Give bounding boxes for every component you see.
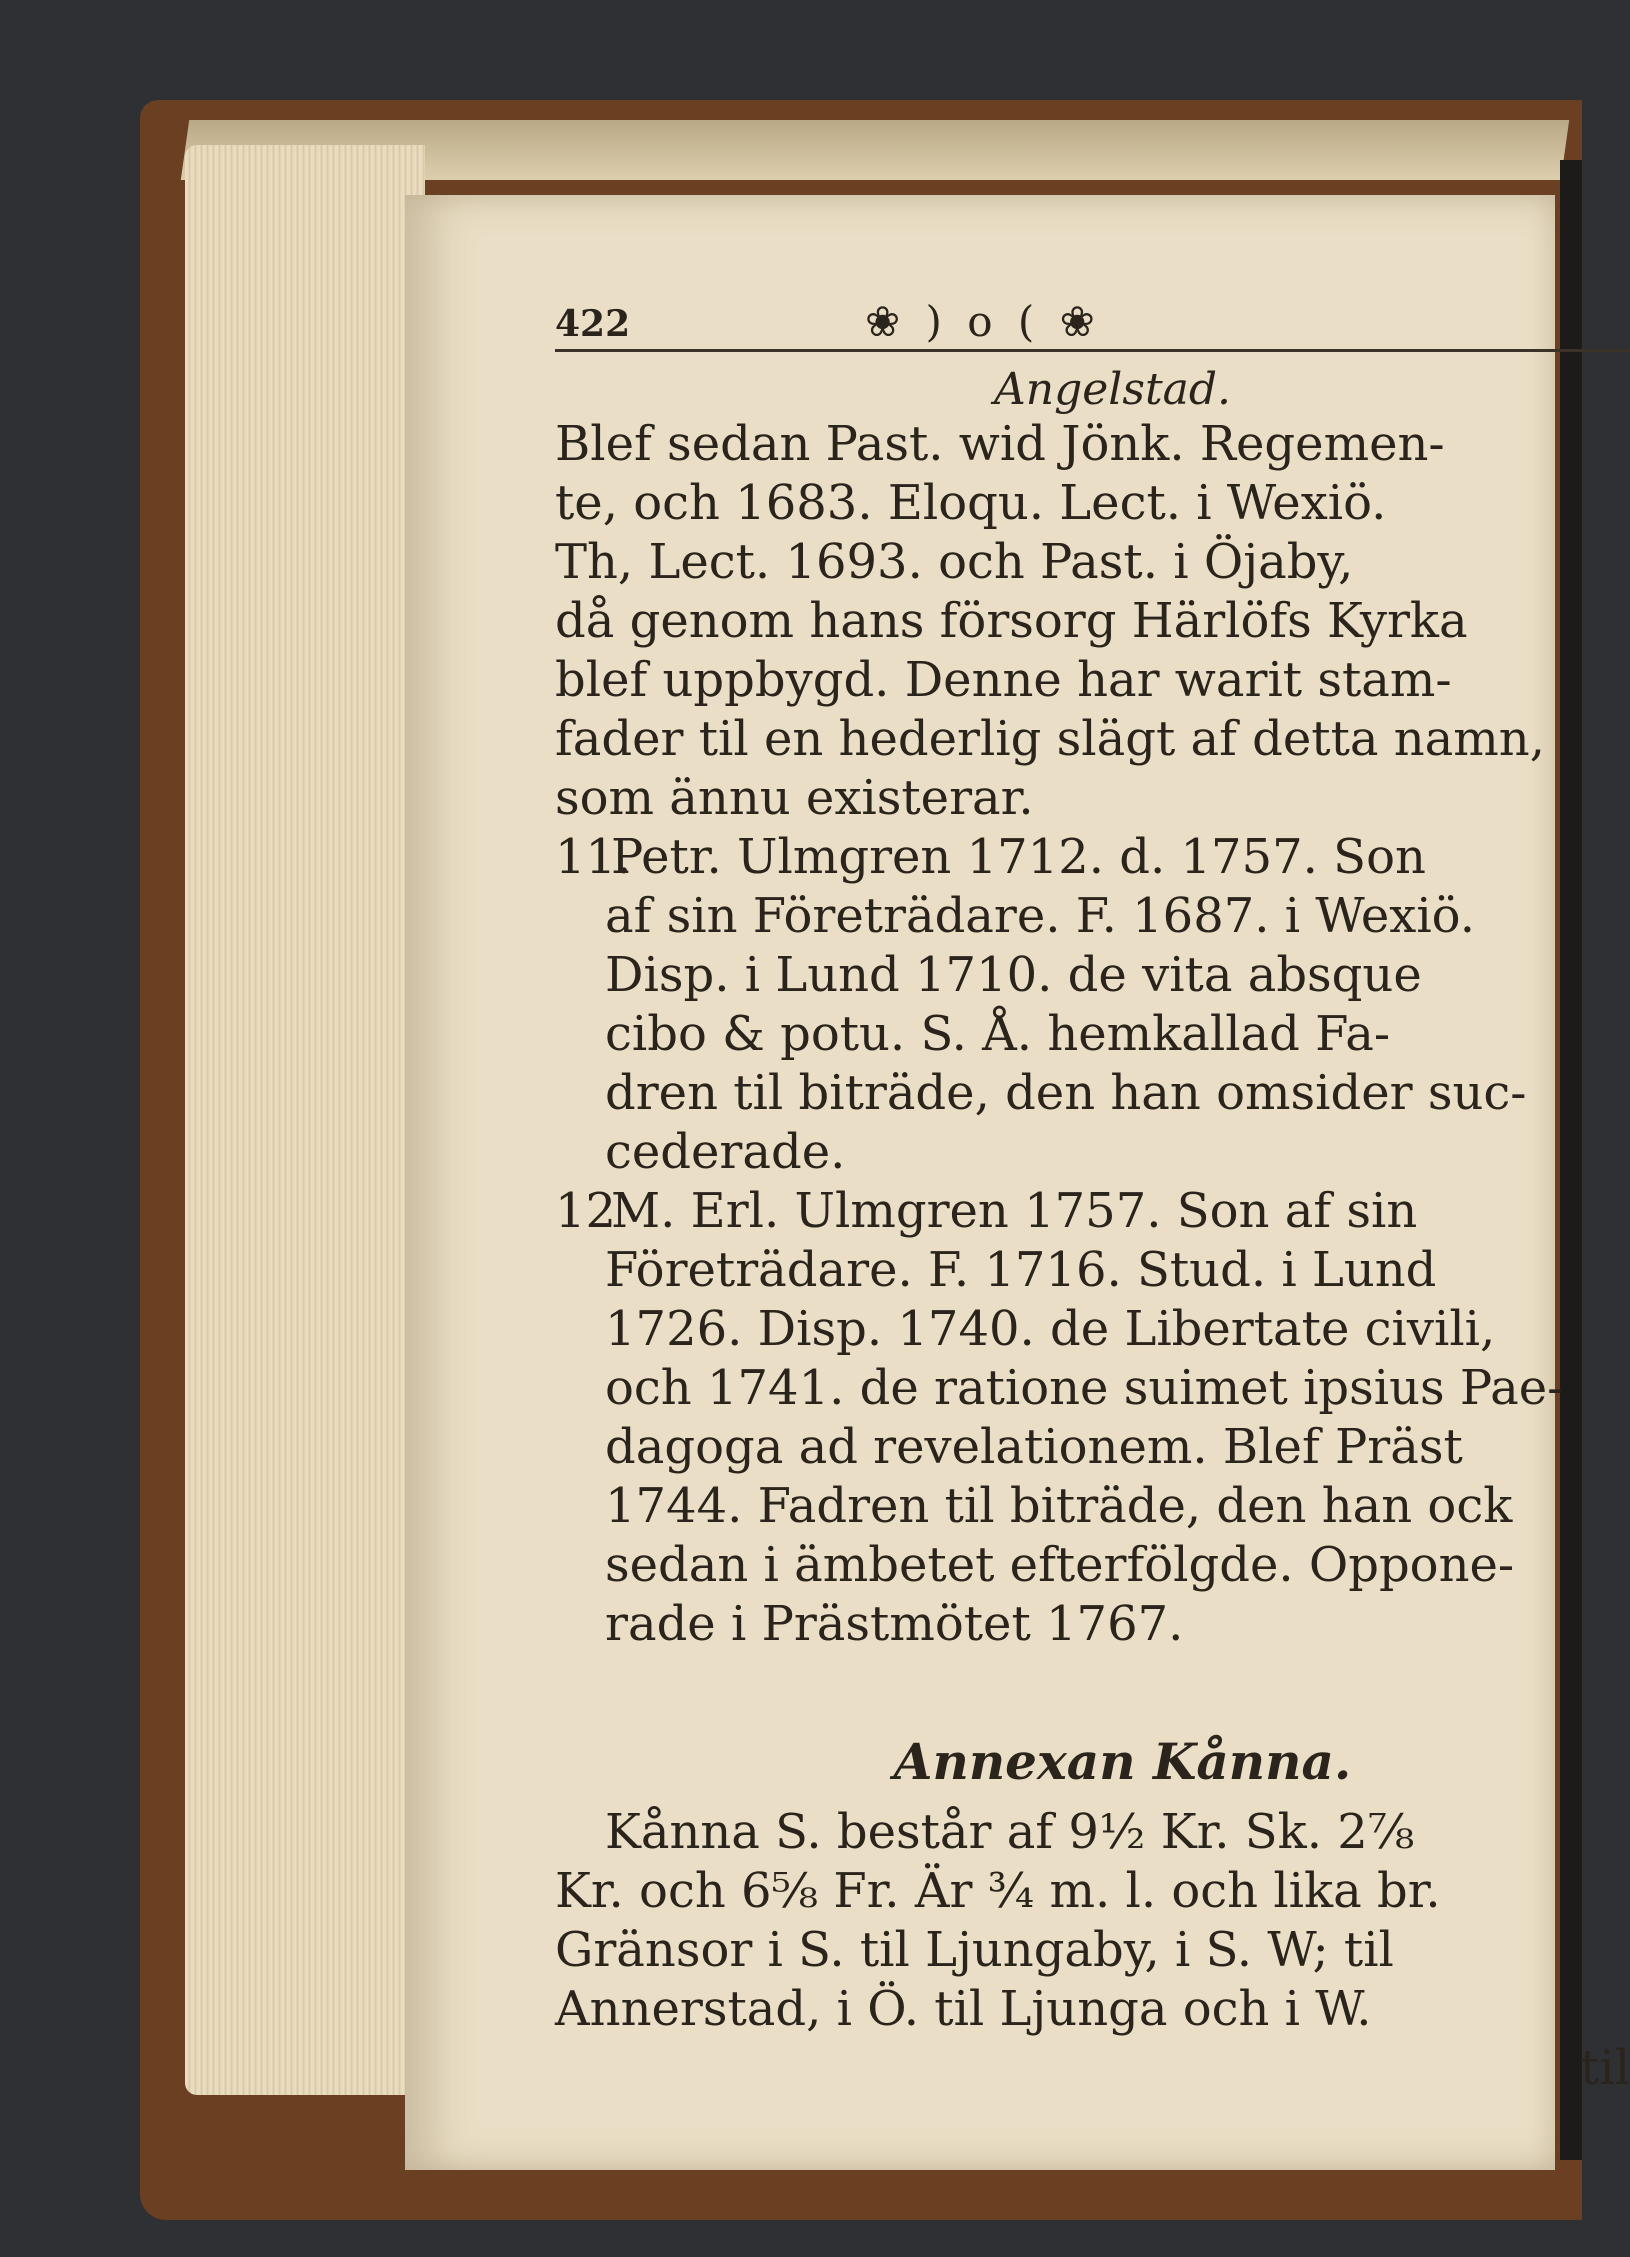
text-line: cederade. [605, 1124, 846, 1180]
text-line: Disp. i Lund 1710. de vita absque [605, 947, 1422, 1003]
text-line: Gränsor i S. til Ljungaby, i S. W; til [555, 1922, 1394, 1978]
text-line: dren til biträde, den han omsider suc- [605, 1065, 1527, 1121]
running-head-ornament: ❀ ) o ( ❀ [865, 297, 1101, 346]
page-stack-edge [185, 145, 425, 2095]
text-line: te, och 1683. Eloqu. Lect. i Wexiö. [555, 475, 1387, 531]
section-title: Angelstad. [993, 364, 1232, 415]
page-number: 422 [555, 303, 631, 345]
text-line: 1726. Disp. 1740. de Libertate civili, [605, 1301, 1496, 1357]
entry-number: 11. [555, 829, 632, 885]
entry-12 [555, 1182, 1630, 1654]
page-text [555, 295, 1630, 2098]
text-line: Blef sedan Past. wid Jönk. Regemen- [555, 416, 1445, 472]
text-line: Annerstad, i Ö. til Ljunga och i W. [555, 1981, 1372, 2037]
text-line: rade i Prästmötet 1767. [605, 1596, 1184, 1652]
text-line: af sin Företrädare. F. 1687. i Wexiö. [605, 888, 1475, 944]
book-page [405, 195, 1630, 2170]
text-line: cibo & potu. S. Å. hemkallad Fa- [605, 1006, 1391, 1062]
text-line: Företrädare. F. 1716. Stud. i Lund [605, 1242, 1437, 1298]
text-line: och 1741. de ratione suimet ipsius Pae- [605, 1360, 1564, 1416]
annex-title: Annexan Kånna. [893, 1732, 1352, 1791]
text-line: 1744. Fadren til biträde, den han ock [605, 1478, 1513, 1534]
text-line: blef uppbygd. Denne har warit stam- [555, 652, 1452, 708]
text-line: som ännu existerar. [555, 770, 1034, 826]
text-line: då genom hans försorg Härlöfs Kyrka [555, 593, 1468, 649]
entry-text: Petr. Ulmgren 1712. d. 1757. Son [611, 829, 1426, 885]
paragraph-intro [555, 415, 1630, 828]
text-line [555, 1182, 1630, 1241]
entry-text: M. Erl. Ulmgren 1757. Son af sin [611, 1183, 1418, 1239]
entry-11 [555, 828, 1630, 1182]
text-line [555, 828, 1630, 887]
text-line: dagoga ad revelationem. Blef Präst [605, 1419, 1463, 1475]
page-header [555, 295, 1630, 352]
catchword: til [1580, 2040, 1630, 2096]
text-line: sedan i ämbetet efterfölgde. Oppone- [605, 1537, 1515, 1593]
text-line: Kr. och 6⅝ Fr. Är ¾ m. l. och lika br. [555, 1863, 1441, 1919]
annex-paragraph [555, 1803, 1630, 2098]
text-line: Kånna S. består af 9½ Kr. Sk. 2⅞ [605, 1804, 1415, 1860]
text-line: Th, Lect. 1693. och Past. i Öjaby, [555, 534, 1354, 590]
text-line: fader til en hederlig slägt af detta namn, [555, 711, 1545, 767]
entry-number: 12 [555, 1183, 617, 1239]
